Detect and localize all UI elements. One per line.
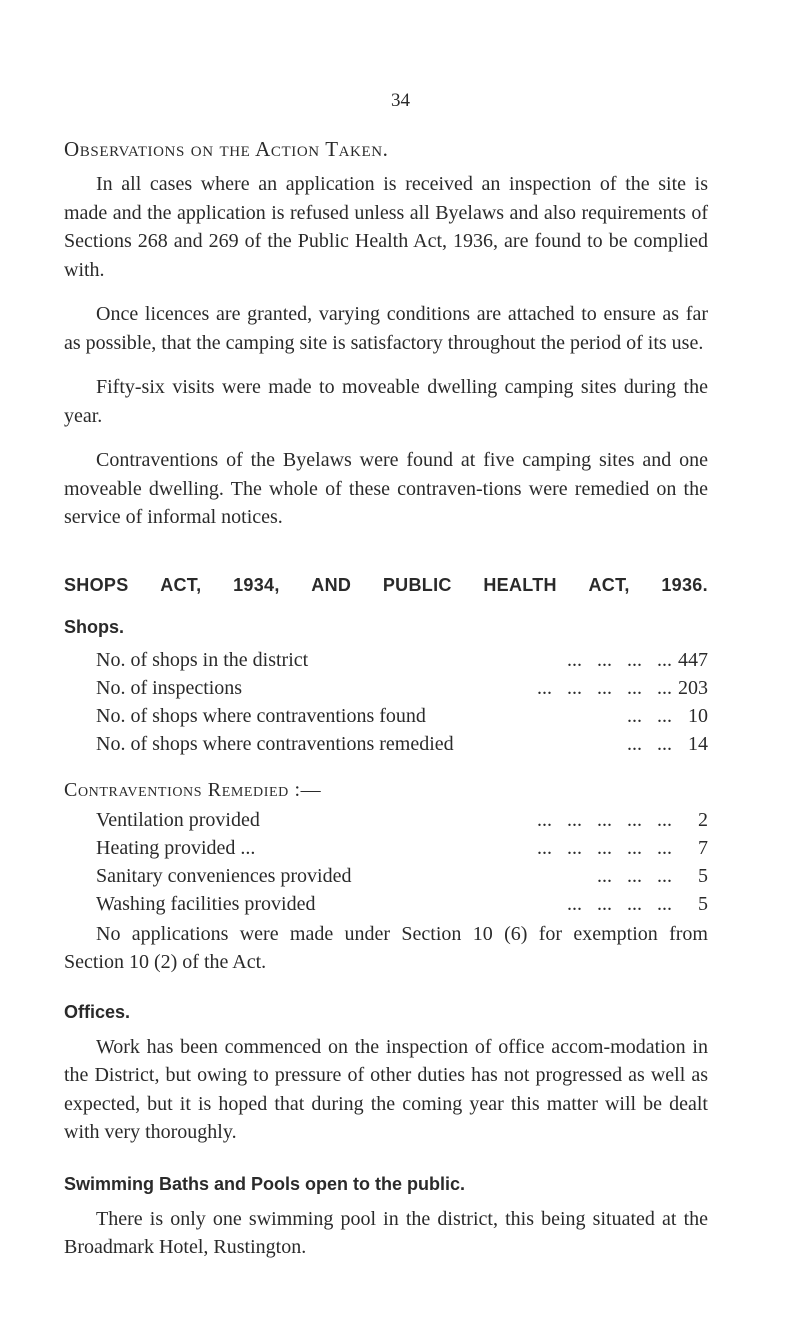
shops-row — [96, 674, 708, 702]
contravention-row — [96, 862, 708, 890]
offices-paragraph: Work has been commenced on the inspection of office accom-modation in the District, but owing to pressure of other duties has not progressed as well as expected, but it is hoped that during the coming year this matter will be dealt with very thoroughly. — [64, 1035, 708, 1143]
row-dots: ... ... — [617, 732, 672, 755]
shops-row — [96, 702, 708, 730]
heading-word: ACT, — [588, 574, 630, 595]
row-dots: ... ... ... ... ... — [527, 676, 672, 699]
row-value: 2 — [698, 808, 708, 831]
observations-paragraph-1: In all cases where an application is received an inspection of the site is made and the application is refused unless all Byelaws and also requirements of Sections 268 and 269 of the Public Health Act, 1936, are found to be complied with. — [64, 173, 708, 281]
row-dots: ... ... ... — [587, 864, 672, 887]
row-label: No. of shops in the district — [96, 648, 309, 671]
row-dots: ... ... ... ... — [557, 648, 672, 671]
row-label: No. of inspections — [96, 676, 243, 699]
observations-paragraph-3: Fifty-six visits were made to moveable dwelling camping sites during the year. — [64, 376, 708, 427]
row-label: Heating provided ... — [96, 836, 256, 859]
row-label: Ventilation provided — [96, 808, 260, 831]
shops-row — [96, 730, 708, 758]
shops-heading: Shops. — [64, 616, 125, 637]
contraventions-heading: Contraventions Remedied :— — [64, 778, 322, 801]
row-value: 10 — [688, 704, 708, 727]
heading-word: 1934, — [233, 574, 280, 595]
heading-word: AND — [311, 574, 352, 595]
heading-word: HEALTH — [483, 574, 557, 595]
contraventions-list — [96, 806, 708, 918]
row-value: 14 — [688, 732, 708, 755]
swimming-heading: Swimming Baths and Pools open to the public. — [64, 1173, 466, 1194]
observations-paragraph-4: Contraventions of the Byelaws were found at five camping sites and one moveable dwelling. The whole of these contraven-tions were remedied on the service of informal notices. — [64, 449, 708, 528]
heading-word: ACT, — [160, 574, 202, 595]
row-label: No. of shops where contraventions remedied — [96, 732, 454, 755]
row-value: 5 — [698, 892, 708, 915]
exemption-paragraph: No applications were made under Section 10 (6) for exemption from Section 10 (2) of the Act. — [64, 922, 708, 973]
page-content — [64, 134, 708, 1262]
observations-heading: Observations on the Action Taken. — [64, 137, 389, 161]
heading-word: SHOPS — [64, 574, 129, 595]
row-label: Washing facilities provided — [96, 892, 316, 915]
swimming-paragraph: There is only one swimming pool in the district, this being situated at the Broadmark Hotel, Rustington. — [64, 1207, 708, 1258]
row-dots: ... ... — [617, 704, 672, 727]
heading-word: PUBLIC — [382, 574, 452, 595]
row-dots: ... ... ... ... — [557, 892, 672, 915]
page-number: 34 — [391, 90, 410, 111]
shops-act-heading — [64, 572, 708, 598]
row-value: 7 — [698, 836, 708, 859]
contravention-row — [96, 806, 708, 834]
row-dots: ... ... ... ... ... — [527, 808, 672, 831]
row-label: No. of shops where contraventions found — [96, 704, 426, 727]
shops-list — [96, 646, 708, 758]
offices-heading: Offices. — [64, 1001, 131, 1022]
row-dots: ... ... ... ... ... — [527, 836, 672, 859]
contravention-row — [96, 890, 708, 918]
row-value: 203 — [678, 676, 708, 699]
heading-word: 1936. — [661, 574, 708, 595]
row-value: 5 — [698, 864, 708, 887]
shops-row — [96, 646, 708, 674]
contravention-row — [96, 834, 708, 862]
row-value: 447 — [678, 648, 708, 671]
observations-paragraph-2: Once licences are granted, varying conditions are attached to ensure as far as possible, that the camping site is satisfactory throughout the period of its use. — [64, 303, 708, 354]
row-label: Sanitary conveniences provided — [96, 864, 352, 887]
